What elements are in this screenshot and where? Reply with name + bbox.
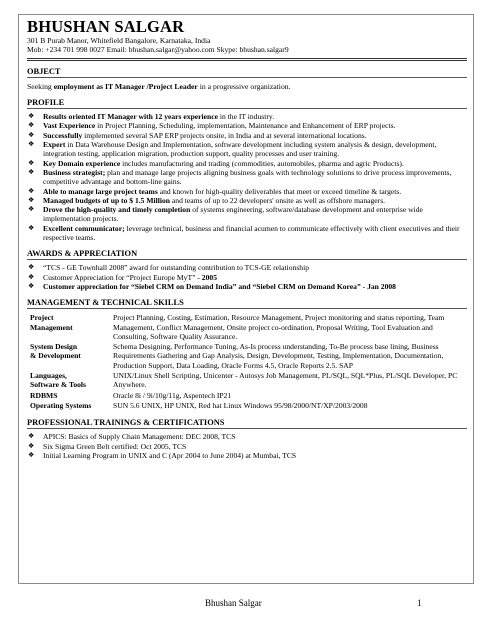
- bullet-icon: ❖: [28, 205, 35, 214]
- page-number: 1: [417, 598, 422, 608]
- award-item: [27, 263, 467, 272]
- profile-item-bold: Key Domain experience: [43, 158, 121, 168]
- profile-item-text: includes manufacturing and trading (commodities, automobiles, pharma and agric Products).: [120, 158, 404, 168]
- profile-item-text: of systems engineering, software/database development and enterprise wide implementation projects.: [43, 205, 423, 224]
- trainings-divider: [27, 428, 467, 429]
- bullet-icon: ❖: [28, 281, 35, 290]
- bullet-icon: ❖: [28, 432, 35, 441]
- bullet-icon: ❖: [28, 272, 35, 281]
- objective-post: in a progressive organization.: [197, 81, 291, 91]
- profile-item-bold: Business strategist;: [43, 167, 106, 177]
- profile-item: [27, 159, 467, 168]
- profile-item: [27, 224, 467, 243]
- skill-value: Oracle 8i / 9i/10g/11g, Aspentech IP21: [113, 390, 232, 400]
- award-bold: 2005: [201, 272, 217, 282]
- bullet-icon: ❖: [28, 223, 35, 232]
- bullet-icon: ❖: [28, 167, 35, 176]
- profile-item: [27, 140, 467, 159]
- award-text: Customer Appreciation for “Project Europe MyT” -: [43, 272, 202, 282]
- contact-line: Mob: +234 701 998 0027 Email: bhushan.salgar@yahoo.com Skype: bhushan.salgar9: [27, 45, 289, 55]
- bullet-icon: ❖: [28, 112, 35, 121]
- profile-heading: PROFILE: [27, 98, 65, 108]
- profile-item: [27, 121, 467, 130]
- skills-divider: [27, 308, 467, 309]
- profile-item-bold: Able to manage large project teams: [43, 186, 158, 196]
- profile-list: [27, 112, 467, 242]
- skill-label: System Design & Development: [30, 342, 81, 361]
- profile-item: [27, 112, 467, 121]
- objective-pre: Seeking: [27, 81, 54, 91]
- profile-item: [27, 131, 467, 140]
- candidate-name: BHUSHAN SALGAR: [27, 17, 185, 36]
- training-text: Six Sigma Green Belt certified: Oct 2005, TCS: [43, 441, 187, 451]
- bullet-icon: ❖: [28, 140, 35, 149]
- skill-label: Operating Systems: [30, 400, 92, 410]
- profile-item-bold: Results oriented IT Manager with 12 years experience: [43, 112, 218, 122]
- profile-item-text: and known for high-quality deliverables that meet or exceed timeline & targets.: [157, 186, 402, 196]
- header-divider: [27, 58, 467, 61]
- profile-item: [27, 196, 467, 205]
- bullet-icon: ❖: [28, 441, 35, 450]
- training-item: [27, 451, 467, 460]
- training-text: APICS: Basics of Supply Chain Management: DEC 2008, TCS: [43, 432, 236, 442]
- trainings-list: [27, 432, 467, 460]
- award-item: [27, 282, 467, 291]
- skills-heading: MANAGEMENT & TECHNICAL SKILLS: [27, 298, 184, 308]
- profile-item: [27, 205, 467, 224]
- profile-item-bold: Managed budgets of up to $ 1.5 Million: [43, 195, 170, 205]
- skill-value: Project Planning, Costing, Estimation, Resource Management, Project monitoring and status reporting, Team Management, Conflict Management, Onsite project co-ordination, Proposal Writing, Tool Evaluation and Consulting, Software Quality Assurance.: [113, 313, 445, 341]
- objective-heading: OBJECT: [27, 66, 61, 76]
- training-text: Initial Learning Program in UNIX and C (Apr 2004 to June 2004) at Mumbai, TCS: [43, 450, 297, 460]
- awards-heading: AWARDS & APPRECIATION: [27, 249, 138, 259]
- training-item: [27, 442, 467, 451]
- bullet-icon: ❖: [28, 450, 35, 459]
- profile-item-text: in Project Planning, Scheduling, implementation, Maintenance and Enhancement of ERP projects.: [95, 121, 396, 131]
- objective-bold: employment as IT Manager /Project Leader: [53, 81, 198, 91]
- profile-item-text: plan and manage large projects aligning business goals with technology solutions to drive process improvements, competitive advantage and bottom-line gains.: [43, 167, 452, 187]
- profile-item: [27, 168, 467, 187]
- profile-item-text: and teams of up to 22 developers' onsite as well as offshore managers.: [170, 195, 386, 205]
- profile-item-bold: Successfully: [43, 130, 83, 140]
- awards-divider: [27, 259, 467, 260]
- resume-sheet: [18, 14, 474, 584]
- profile-item-bold: Vast Experience: [43, 121, 96, 131]
- bullet-icon: ❖: [28, 121, 35, 130]
- profile-item-text: leverage technical, business and financial acumen to communicate effectively with client executives and their respective teams.: [43, 223, 460, 243]
- objective-text: [27, 82, 467, 92]
- skill-label: Languages, Software & Tools: [30, 371, 86, 390]
- objective-divider: [27, 77, 467, 78]
- skill-label: RDBMS: [30, 390, 58, 400]
- bullet-icon: ❖: [28, 263, 35, 272]
- profile-item-text: in Data Warehouse Design and Implementation, software development including system analysis & design, development, integration testing, application migration, production support, quality processes and user training.: [43, 140, 437, 159]
- skills-table: [27, 313, 467, 410]
- trainings-heading: PROFESSIONAL TRAININGS & CERTIFICATIONS: [27, 418, 225, 428]
- footer-name: Bhushan Salgar: [205, 598, 262, 608]
- bullet-icon: ❖: [28, 195, 35, 204]
- award-item: [27, 273, 467, 282]
- address-line: 301 B Purab Manor, Whitefield Bangalore, Karnataka, India: [27, 36, 211, 45]
- awards-list: [27, 263, 467, 291]
- skill-value: UNIX/Linux Shell Scripting, Unicenter - Autosys Job Management, PL/SQL, SQL*Plus, PL/SQL Developer, PC Anywhere.: [113, 371, 458, 390]
- bullet-icon: ❖: [28, 130, 35, 139]
- profile-item-bold: Expert: [43, 140, 66, 150]
- training-item: [27, 432, 467, 441]
- skill-value: SUN 5.6 UNIX, HP UNIX, Red hat Linux Windows 95/98/2000/NT/XP/2003/2008: [113, 400, 368, 410]
- profile-item-bold: Excellent communicator;: [43, 223, 125, 233]
- skill-value: Schema Designing, Performance Tuning, As-Is process understanding, To-Be process base lining, Business Requirements Gathering and Gap Analysis, Design, Development, Testing, Implementation, Documentation, Production Support, Data Loading, Oracle Forms 4.5, Oracle Reports 2.5. SAP: [113, 342, 444, 370]
- award-text: “TCS - GE Townhall 2008” award for outstanding contribution to TCS-GE relationship: [43, 263, 309, 273]
- profile-item-text: in the IT industry.: [217, 112, 275, 122]
- award-bold-text: Customer appreciation for “Siebel CRM on Demand India” and “Siebel CRM on Demand Korea” - Jan 2008: [43, 281, 396, 291]
- profile-item-text: implemented several SAP ERP projects onsite, in India and at several international locations.: [82, 130, 367, 140]
- profile-item-bold: Drove the high-quality and timely completion: [43, 205, 191, 215]
- bullet-icon: ❖: [28, 186, 35, 195]
- skill-label: Project Management: [30, 313, 73, 332]
- bullet-icon: ❖: [28, 158, 35, 167]
- profile-divider: [27, 108, 467, 109]
- profile-item: [27, 187, 467, 196]
